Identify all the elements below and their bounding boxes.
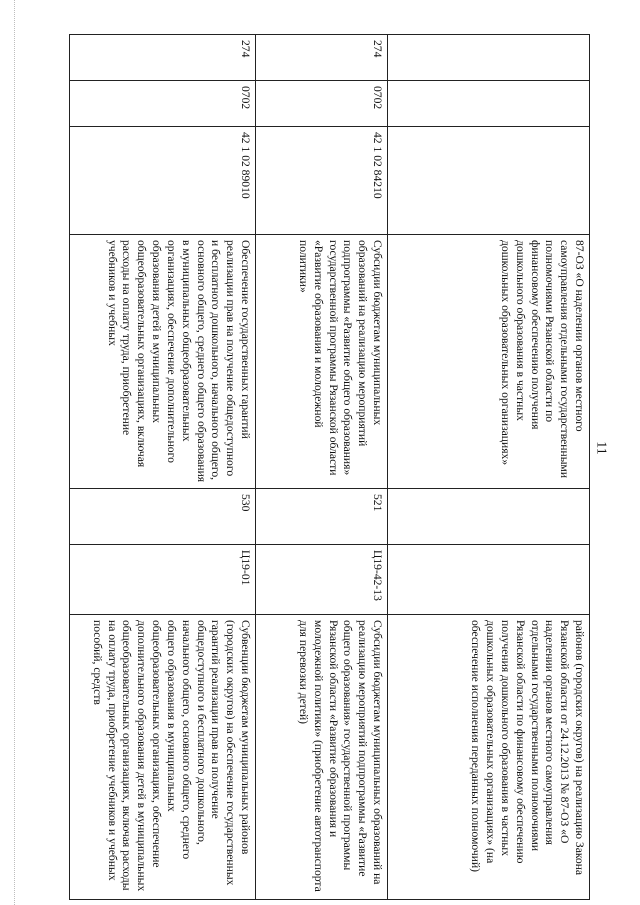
margin-dotted-line <box>14 0 16 905</box>
target-article-cell: 42 1 02 84210 <box>256 127 388 235</box>
target-code-cell <box>388 545 590 615</box>
table-row <box>256 35 388 900</box>
section-code-cell: 0702 <box>256 81 388 127</box>
table-row <box>388 35 590 900</box>
table-row <box>70 35 256 900</box>
budget-table <box>69 34 590 900</box>
expense-name-cell: Субсидии бюджетам муниципальных образований на реализацию мероприятий подпрограммы «Развитие общего образования» государственной программы Рязанской области «Развитие образования и молодежной политики» <box>256 235 388 489</box>
section-code-cell: 0702 <box>70 81 256 127</box>
rotated-page <box>70 34 590 899</box>
expense-type-cell: 521 <box>256 489 388 545</box>
target-code-cell: Ц19-42-13 <box>256 545 388 615</box>
expense-type-cell <box>388 489 590 545</box>
target-code-cell: Ц19-01 <box>70 545 256 615</box>
description-cell: Субвенции бюджетам муниципальных районов (городских округов) на обеспечение государственных гарантий реализации прав на получение общедоступного и бесплатного дошкольного, начального общего, основного общего, среднего общего образования в муниципальных общеобразовательных организациях, обеспечение дополнительного образования детей в муниципальных общеобразовательных организациях, включая расходы на оплату труда, приобретение учебников и учебных пособий, средств <box>70 615 256 900</box>
page-number: 11 <box>593 441 609 455</box>
expense-type-cell: 530 <box>70 489 256 545</box>
description-cell: Субсидии бюджетам муниципальных образований на реализацию мероприятий подпрограммы «Развитие общего образования» государственной программы Рязанской области «Развитие образования и молодежной политики» (приобретение автотранспорта для перевозки детей) <box>256 615 388 900</box>
admin-code-cell: 274 <box>70 35 256 81</box>
target-article-cell <box>388 127 590 235</box>
target-article-cell: 42 1 02 89010 <box>70 127 256 235</box>
expense-name-cell: Обеспечение государственных гарантий реализации прав на получение общедоступного и бесплатного дошкольного, начального общего, основного общего, среднего общего образования в муниципальных общеобразовательных организациях, обеспечение дополнительного образования детей в муниципальных общеобразовательных организациях, включая расходы на оплату труда, приобретение учебников и учебных <box>70 235 256 489</box>
description-cell: районов (городских округов) на реализацию Закона Рязанской области от 24.12.2013 № 87-ОЗ «О наделении органов местного самоуправления отдельными государственными полномочиями Рязанской области по финансовому обеспечению получения дошкольного образования в частных дошкольных образовательных организациях» (на обеспечение исполнения переданных полномочий) <box>388 615 590 900</box>
admin-code-cell: 274 <box>256 35 388 81</box>
admin-code-cell <box>388 35 590 81</box>
section-code-cell <box>388 81 590 127</box>
expense-name-cell: 87-ОЗ «О наделении органов местного самоуправления отдельными государственными полномочиями Рязанской области по финансовому обеспечению получения дошкольного образования в частных дошкольных образовательных организациях» <box>388 235 590 489</box>
